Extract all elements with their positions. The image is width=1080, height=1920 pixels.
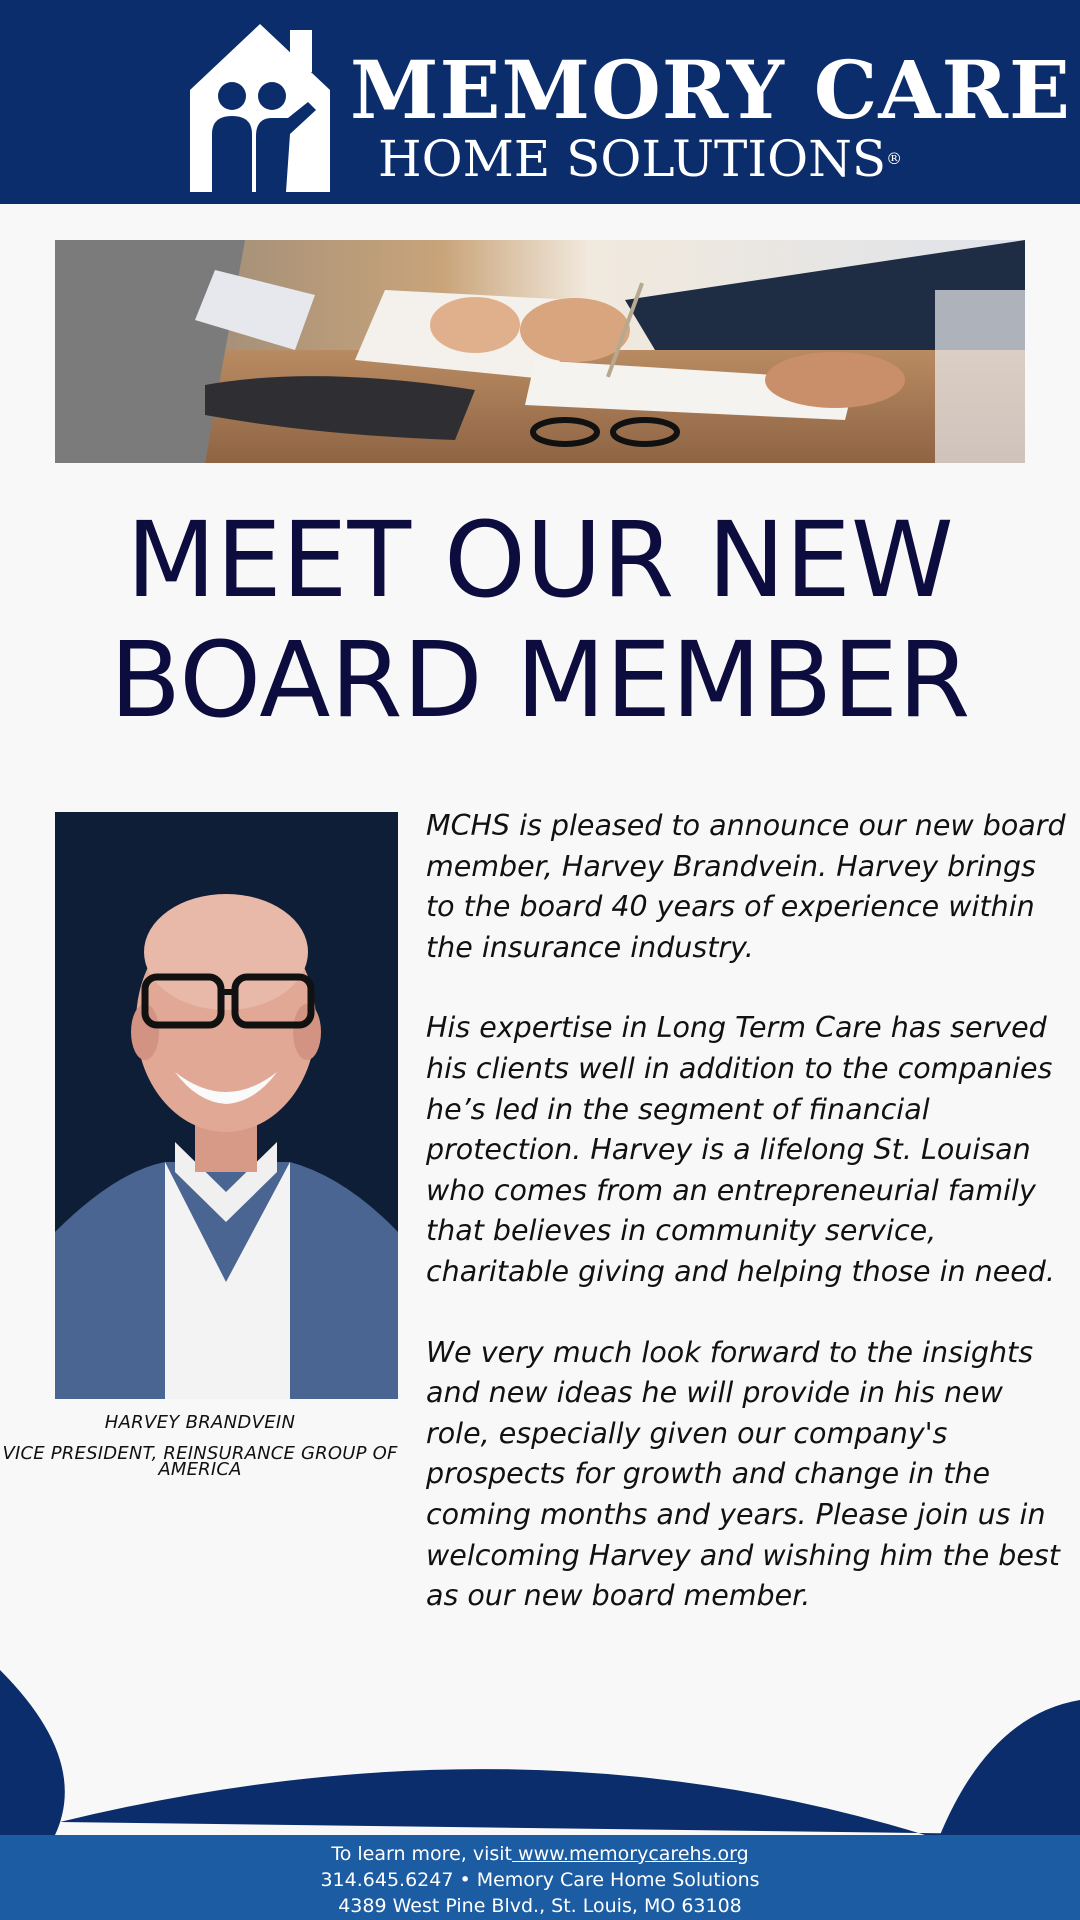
brand-name-line2: HOME SOLUTIONS bbox=[378, 130, 887, 188]
member-title: VICE PRESIDENT, REINSURANCE GROUP OF AMERICA bbox=[2, 1443, 398, 1480]
headline-line2: BOARD MEMBER bbox=[109, 619, 971, 741]
paragraph-3: We very much look forward to the insights and new ideas he will provide in his new role, especially given our company's prospects for growth and change in the coming months and years. Please join us in welcoming Harvey and wishing him the best as our new board member. bbox=[426, 1335, 1060, 1613]
headline-line1: MEET OUR NEW bbox=[126, 499, 954, 621]
paragraph-2: His expertise in Long Term Care has served his clients well in addition to the companies he’s led in the segment of financial protection. Harvey is a lifelong St. Louisan who comes from an entrepreneurial family that believes in community service, charitable giving and helping those in need. bbox=[426, 1011, 1055, 1288]
footer-phone: 314.645.6247 • Memory Care Home Solutions bbox=[320, 1869, 760, 1891]
decorative-wave bbox=[0, 1560, 1080, 1835]
footer-learn-more bbox=[0, 1841, 1080, 1867]
footer bbox=[0, 1835, 1080, 1920]
house-family-icon bbox=[190, 24, 330, 192]
brand-name-line2-wrap bbox=[350, 132, 910, 186]
paragraph-1: MCHS is pleased to announce our new board member, Harvey Brandvein. Harvey brings to the board 40 years of experience within the insurance industry. bbox=[426, 809, 1066, 964]
member-name: HARVEY BRANDVEIN bbox=[104, 1412, 296, 1433]
website-link[interactable]: www.memorycarehs.org bbox=[512, 1843, 749, 1865]
announcement-text bbox=[426, 806, 1066, 1657]
portrait-photo bbox=[55, 812, 398, 1399]
learn-more-prefix: To learn more, visit bbox=[331, 1843, 512, 1865]
brand-wordmark bbox=[350, 43, 1071, 188]
registered-mark: ® bbox=[886, 149, 903, 168]
footer-address: 4389 West Pine Blvd., St. Louis, MO 63108 bbox=[338, 1895, 742, 1917]
brand-name-line1: MEMORY CARE bbox=[350, 43, 1071, 137]
headline bbox=[0, 500, 1080, 740]
header-banner bbox=[0, 0, 1080, 204]
business-meeting-photo bbox=[55, 240, 1025, 463]
